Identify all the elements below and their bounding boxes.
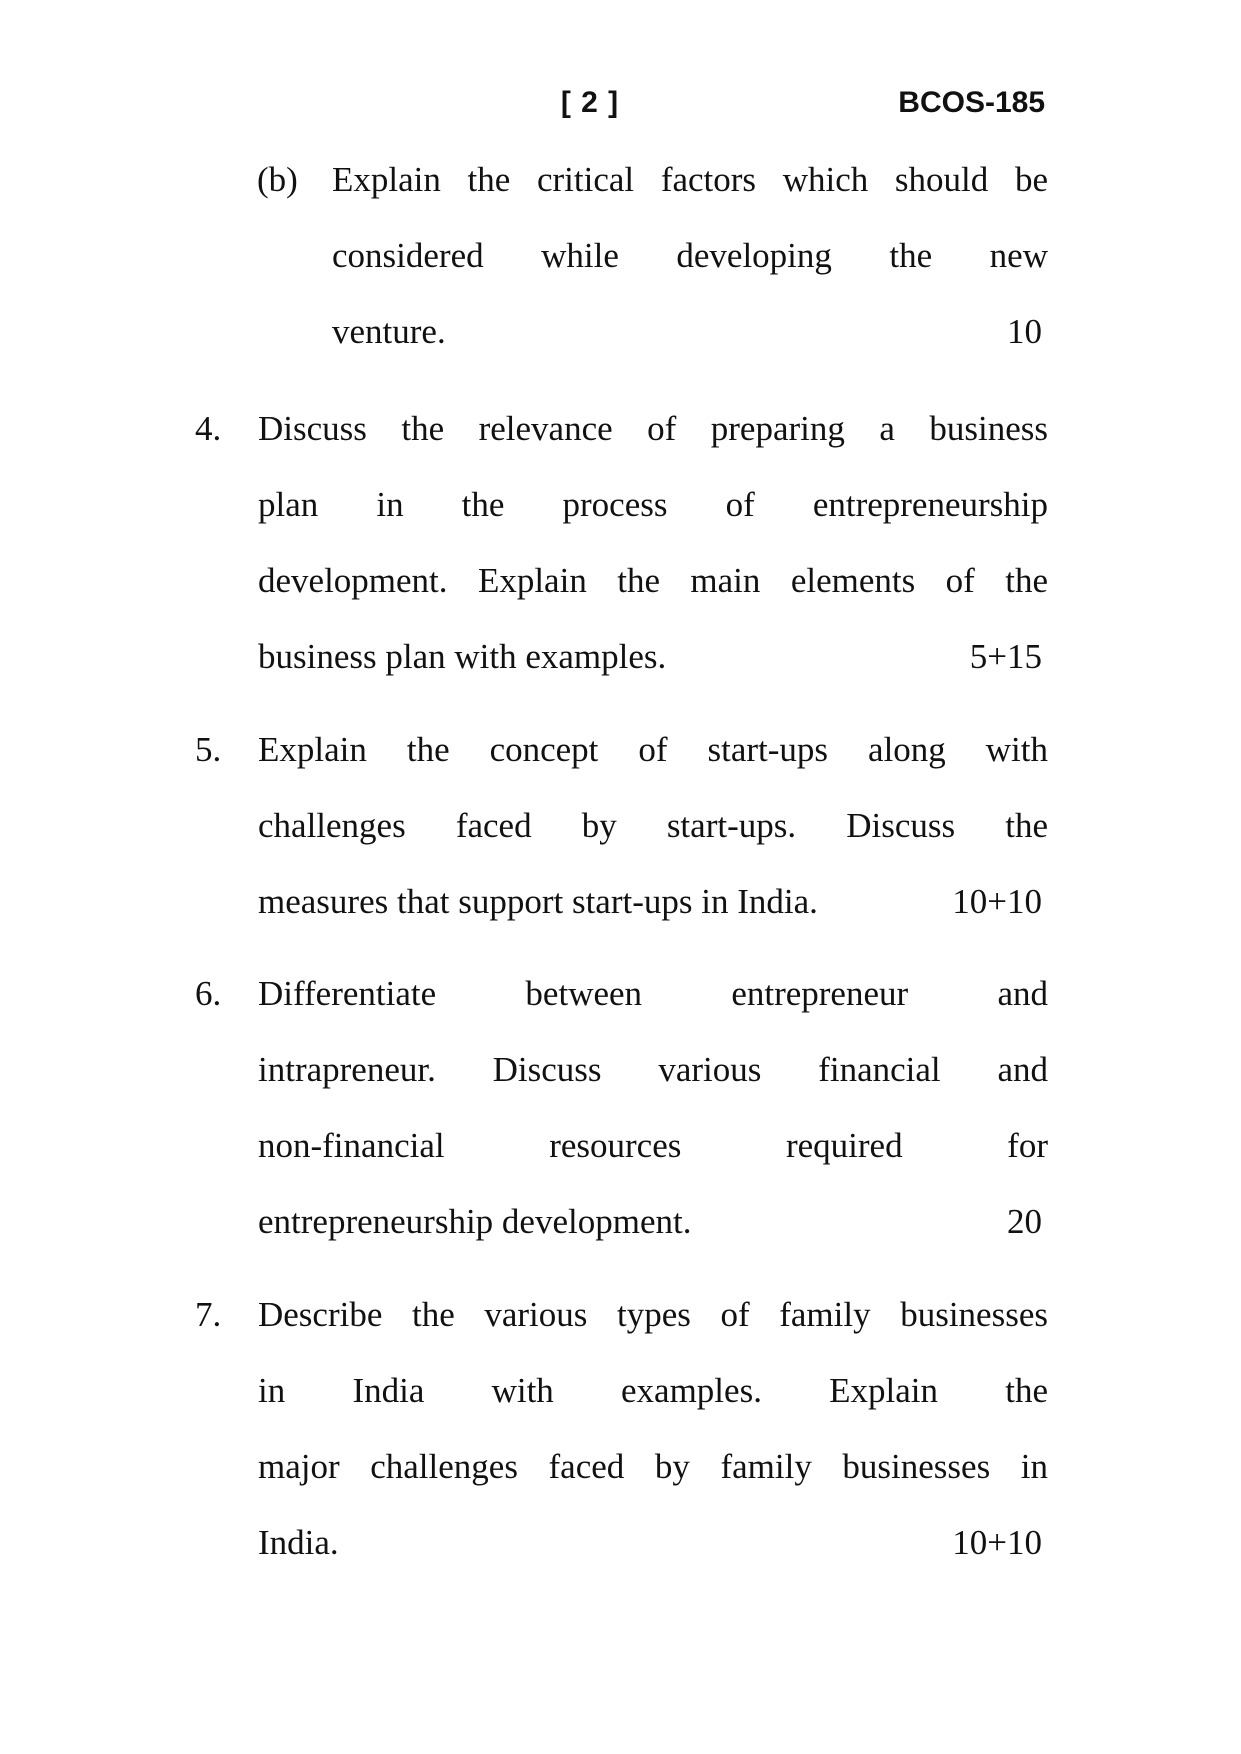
question-number: (b) (257, 160, 298, 199)
question-line: plan in the process of entrepreneurship (258, 485, 1048, 524)
question-line: Describe the various types of family businesses (258, 1295, 1048, 1334)
marks: 10+10 (952, 882, 1042, 921)
question-line: development. Explain the main elements of the (258, 561, 1048, 600)
question-last-line (258, 1505, 1048, 1581)
question-line: Explain the concept of start-ups along with (258, 730, 1048, 769)
question-line: intrapreneur. Discuss various financial and (258, 1050, 1048, 1089)
marks: 5+15 (969, 637, 1042, 676)
marks: 20 (1007, 1202, 1042, 1241)
question-line-text: India. (258, 1523, 339, 1562)
question-number: 6. (195, 974, 222, 1013)
question-text (332, 142, 1048, 370)
question-line-text: business plan with examples. (258, 637, 667, 676)
question-text (258, 391, 1048, 695)
question-text (258, 956, 1048, 1260)
question-line-text: venture. (332, 312, 446, 351)
question-line: Differentiate between entrepreneur and (258, 974, 1048, 1013)
question-line: non-financial resources required for (258, 1126, 1048, 1165)
question-number: 4. (195, 409, 222, 448)
question-text (258, 712, 1048, 940)
question-text (258, 1277, 1048, 1581)
question-line: Discuss the relevance of preparing a business (258, 409, 1048, 448)
question-last-line (258, 1184, 1048, 1260)
marks: 10 (1007, 312, 1042, 351)
question-last-line (258, 864, 1048, 940)
question-last-line (258, 619, 1048, 695)
question-line: major challenges faced by family businesses in (258, 1447, 1048, 1486)
question-line: in India with examples. Explain the (258, 1371, 1048, 1410)
question-line: challenges faced by start-ups. Discuss the (258, 806, 1048, 845)
question-last-line (332, 294, 1048, 370)
question-line-text: measures that support start-ups in India. (258, 882, 818, 921)
question-line: Explain the critical factors which should be (332, 160, 1048, 199)
question-number: 7. (195, 1295, 222, 1334)
question-line: considered while developing the new (332, 236, 1048, 275)
marks: 10+10 (952, 1523, 1042, 1562)
question-line-text: entrepreneurship development. (258, 1202, 692, 1241)
course-code: BCOS-185 (898, 86, 1045, 119)
question-number: 5. (195, 730, 222, 769)
page-number: [ 2 ] (560, 86, 620, 119)
